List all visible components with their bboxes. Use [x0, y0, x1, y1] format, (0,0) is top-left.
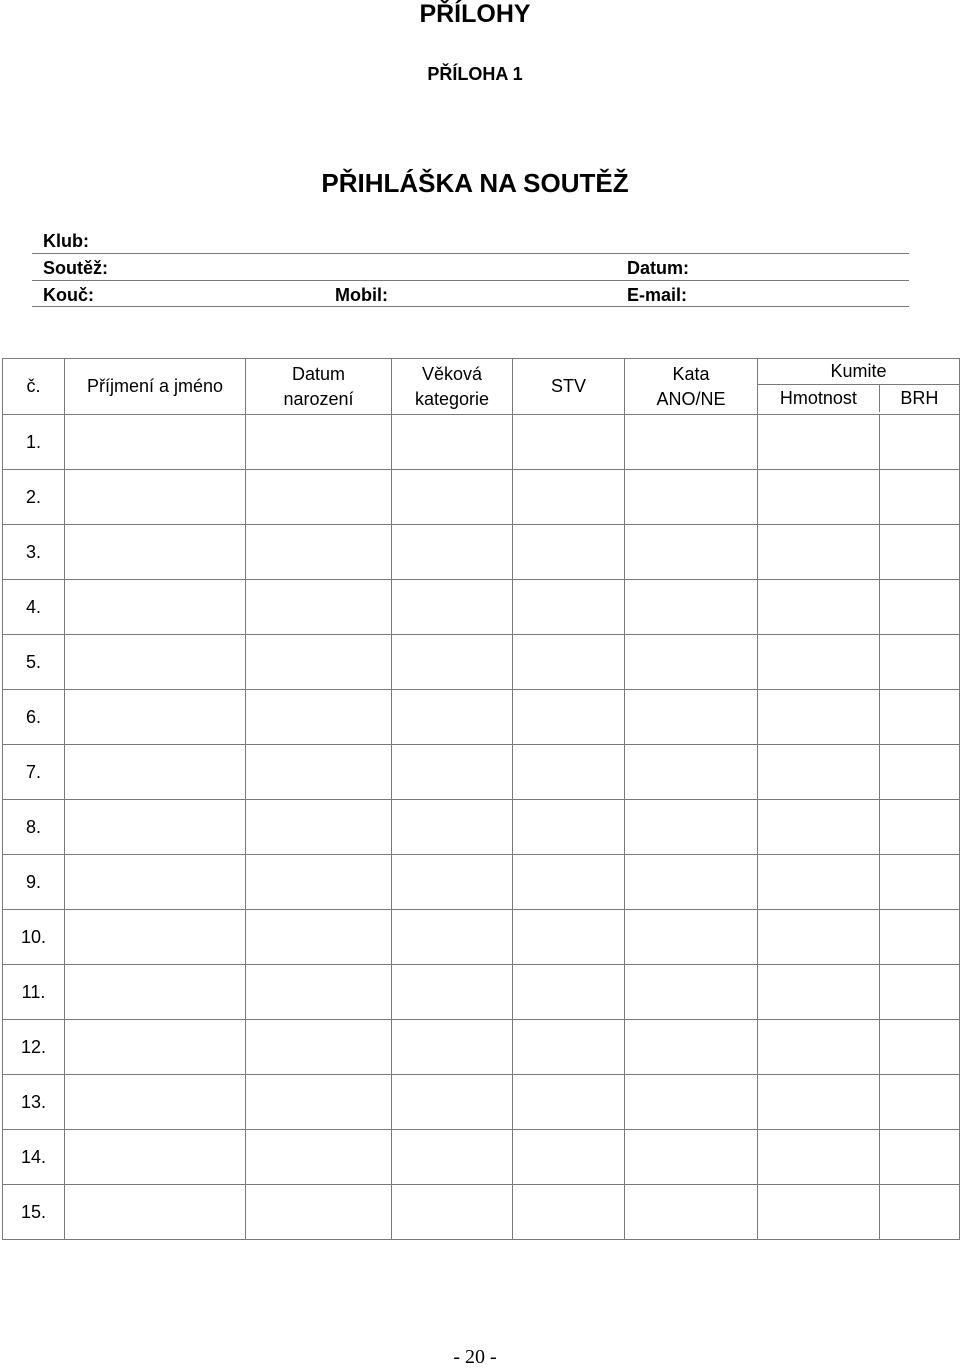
col-age-line2: kategorie — [414, 388, 490, 409]
age-category-cell[interactable] — [392, 580, 513, 635]
table-row — [3, 1075, 960, 1130]
kata-cell[interactable] — [625, 1075, 758, 1130]
weight-cell[interactable] — [758, 415, 880, 470]
brh-cell[interactable] — [880, 855, 960, 910]
mobile-label: Mobil: — [335, 285, 388, 305]
age-category-cell[interactable] — [392, 690, 513, 745]
kata-cell[interactable] — [625, 1130, 758, 1185]
row-number: 3. — [3, 525, 65, 580]
row-number: 10. — [3, 910, 65, 965]
stv-cell[interactable] — [513, 1020, 625, 1075]
competition-label: Soutěž: — [43, 258, 108, 278]
birth-date-cell[interactable] — [246, 965, 392, 1020]
stv-cell[interactable] — [513, 745, 625, 800]
weight-cell[interactable] — [758, 1130, 880, 1185]
age-category-cell[interactable] — [392, 800, 513, 855]
weight-cell[interactable] — [758, 965, 880, 1020]
birth-date-cell[interactable] — [246, 910, 392, 965]
col-kata-line2: ANO/NE — [656, 388, 726, 409]
name-cell[interactable] — [65, 525, 246, 580]
appendix-label: PŘÍLOHA 1 — [427, 64, 523, 84]
brh-cell[interactable] — [880, 965, 960, 1020]
row-number: 6. — [3, 690, 65, 745]
weight-cell[interactable] — [758, 635, 880, 690]
kata-cell[interactable] — [625, 525, 758, 580]
age-category-cell[interactable] — [392, 470, 513, 525]
row-number: 8. — [3, 800, 65, 855]
table-row — [3, 800, 960, 855]
weight-cell[interactable] — [758, 855, 880, 910]
kata-cell[interactable] — [625, 965, 758, 1020]
col-kumite — [758, 359, 960, 415]
brh-cell[interactable] — [880, 745, 960, 800]
brh-cell[interactable] — [880, 690, 960, 745]
brh-cell[interactable] — [880, 800, 960, 855]
name-cell[interactable] — [65, 800, 246, 855]
stv-cell[interactable] — [513, 580, 625, 635]
kata-cell[interactable] — [625, 1020, 758, 1075]
row-number: 7. — [3, 745, 65, 800]
row-number: 13. — [3, 1075, 65, 1130]
name-cell[interactable] — [65, 690, 246, 745]
brh-cell[interactable] — [880, 580, 960, 635]
age-category-cell[interactable] — [392, 855, 513, 910]
name-cell[interactable] — [65, 965, 246, 1020]
table-row — [3, 690, 960, 745]
table-row — [3, 745, 960, 800]
row-number: 2. — [3, 470, 65, 525]
kata-cell[interactable] — [625, 580, 758, 635]
table-row — [3, 855, 960, 910]
col-age-line1: Věková — [421, 363, 483, 384]
birth-date-cell[interactable] — [246, 1185, 392, 1240]
age-category-cell[interactable] — [392, 1020, 513, 1075]
col-kata — [625, 359, 758, 415]
table-row — [3, 470, 960, 525]
name-cell[interactable] — [65, 910, 246, 965]
stv-cell[interactable] — [513, 855, 625, 910]
brh-cell[interactable] — [880, 470, 960, 525]
weight-cell[interactable] — [758, 525, 880, 580]
table-row — [3, 580, 960, 635]
name-cell[interactable] — [65, 1130, 246, 1185]
col-name — [65, 359, 246, 415]
name-cell[interactable] — [65, 855, 246, 910]
kata-cell[interactable] — [625, 415, 758, 470]
col-stv: STV — [513, 359, 625, 415]
name-cell[interactable] — [65, 1020, 246, 1075]
page-title: PŘÍLOHY — [419, 0, 531, 28]
stv-cell[interactable] — [513, 470, 625, 525]
club-line[interactable] — [32, 253, 909, 254]
stv-cell[interactable] — [513, 965, 625, 1020]
kata-cell[interactable] — [625, 800, 758, 855]
kata-cell[interactable] — [625, 635, 758, 690]
age-category-cell[interactable] — [392, 1130, 513, 1185]
stv-cell[interactable] — [513, 910, 625, 965]
weight-cell[interactable] — [758, 470, 880, 525]
page-number: - 20 - — [453, 1346, 497, 1368]
age-category-cell[interactable] — [392, 745, 513, 800]
col-age-category — [392, 359, 513, 415]
weight-cell[interactable] — [758, 1185, 880, 1240]
date-label: Datum: — [627, 258, 689, 278]
form-title: PŘIHLÁŠKA NA SOUTĚŽ — [321, 168, 629, 198]
table-row — [3, 1130, 960, 1185]
age-category-cell[interactable] — [392, 1185, 513, 1240]
competition-line[interactable] — [32, 280, 909, 281]
table-row — [3, 525, 960, 580]
row-number: 14. — [3, 1130, 65, 1185]
birth-date-cell[interactable] — [246, 1130, 392, 1185]
weight-cell[interactable] — [758, 690, 880, 745]
col-number: č. — [3, 359, 65, 415]
age-category-cell[interactable] — [392, 635, 513, 690]
table-header-row — [3, 359, 960, 415]
col-birth-line2: narození — [283, 388, 354, 409]
col-kumite-label: Kumite — [758, 359, 959, 385]
brh-cell[interactable] — [880, 635, 960, 690]
age-category-cell[interactable] — [392, 1075, 513, 1130]
stv-cell[interactable] — [513, 1185, 625, 1240]
kata-cell[interactable] — [625, 855, 758, 910]
birth-date-cell[interactable] — [246, 635, 392, 690]
weight-cell[interactable] — [758, 910, 880, 965]
birth-date-cell[interactable] — [246, 525, 392, 580]
table-row — [3, 1020, 960, 1075]
weight-cell[interactable] — [758, 1075, 880, 1130]
name-cell[interactable] — [65, 1075, 246, 1130]
kata-cell[interactable] — [625, 910, 758, 965]
age-category-cell[interactable] — [392, 415, 513, 470]
stv-cell[interactable] — [513, 525, 625, 580]
birth-date-cell[interactable] — [246, 1075, 392, 1130]
table-row — [3, 635, 960, 690]
stv-cell[interactable] — [513, 1130, 625, 1185]
row-number: 11. — [3, 965, 65, 1020]
name-cell[interactable] — [65, 1185, 246, 1240]
brh-cell[interactable] — [880, 525, 960, 580]
birth-date-cell[interactable] — [246, 1020, 392, 1075]
birth-date-cell[interactable] — [246, 855, 392, 910]
name-cell[interactable] — [65, 635, 246, 690]
brh-cell[interactable] — [880, 415, 960, 470]
row-number: 5. — [3, 635, 65, 690]
coach-line[interactable] — [32, 306, 909, 307]
coach-label: Kouč: — [43, 285, 94, 305]
name-cell[interactable] — [65, 745, 246, 800]
registration-table — [2, 358, 960, 1240]
birth-date-cell[interactable] — [246, 580, 392, 635]
weight-cell[interactable] — [758, 580, 880, 635]
weight-cell[interactable] — [758, 800, 880, 855]
birth-date-cell[interactable] — [246, 470, 392, 525]
table-row — [3, 910, 960, 965]
brh-cell[interactable] — [880, 1185, 960, 1240]
brh-cell[interactable] — [880, 1075, 960, 1130]
birth-date-cell[interactable] — [246, 415, 392, 470]
birth-date-cell[interactable] — [246, 800, 392, 855]
weight-cell[interactable] — [758, 1020, 880, 1075]
brh-cell[interactable] — [880, 1130, 960, 1185]
kata-cell[interactable] — [625, 690, 758, 745]
col-birth-line1: Datum — [291, 363, 345, 384]
birth-date-cell[interactable] — [246, 690, 392, 745]
stv-cell[interactable] — [513, 1075, 625, 1130]
brh-cell[interactable] — [880, 910, 960, 965]
stv-cell[interactable] — [513, 635, 625, 690]
club-label: Klub: — [43, 231, 89, 251]
col-birth-date — [246, 359, 392, 415]
name-cell[interactable] — [65, 415, 246, 470]
table-row — [3, 965, 960, 1020]
kata-cell[interactable] — [625, 1185, 758, 1240]
email-label: E-mail: — [627, 285, 688, 305]
weight-cell[interactable] — [758, 745, 880, 800]
brh-cell[interactable] — [880, 1020, 960, 1075]
name-cell[interactable] — [65, 580, 246, 635]
col-brh: BRH — [879, 385, 959, 412]
col-weight: Hmotnost — [779, 388, 857, 408]
age-category-cell[interactable] — [392, 910, 513, 965]
kata-cell[interactable] — [625, 745, 758, 800]
row-number: 1. — [3, 415, 65, 470]
name-cell[interactable] — [65, 470, 246, 525]
col-kata-line1: Kata — [672, 363, 710, 384]
age-category-cell[interactable] — [392, 965, 513, 1020]
col-name-label: Příjmení a jméno — [86, 376, 224, 396]
stv-cell[interactable] — [513, 690, 625, 745]
kata-cell[interactable] — [625, 470, 758, 525]
table-row — [3, 415, 960, 470]
row-number: 4. — [3, 580, 65, 635]
stv-cell[interactable] — [513, 415, 625, 470]
table-row — [3, 1185, 960, 1240]
birth-date-cell[interactable] — [246, 745, 392, 800]
row-number: 9. — [3, 855, 65, 910]
stv-cell[interactable] — [513, 800, 625, 855]
row-number: 15. — [3, 1185, 65, 1240]
row-number: 12. — [3, 1020, 65, 1075]
age-category-cell[interactable] — [392, 525, 513, 580]
